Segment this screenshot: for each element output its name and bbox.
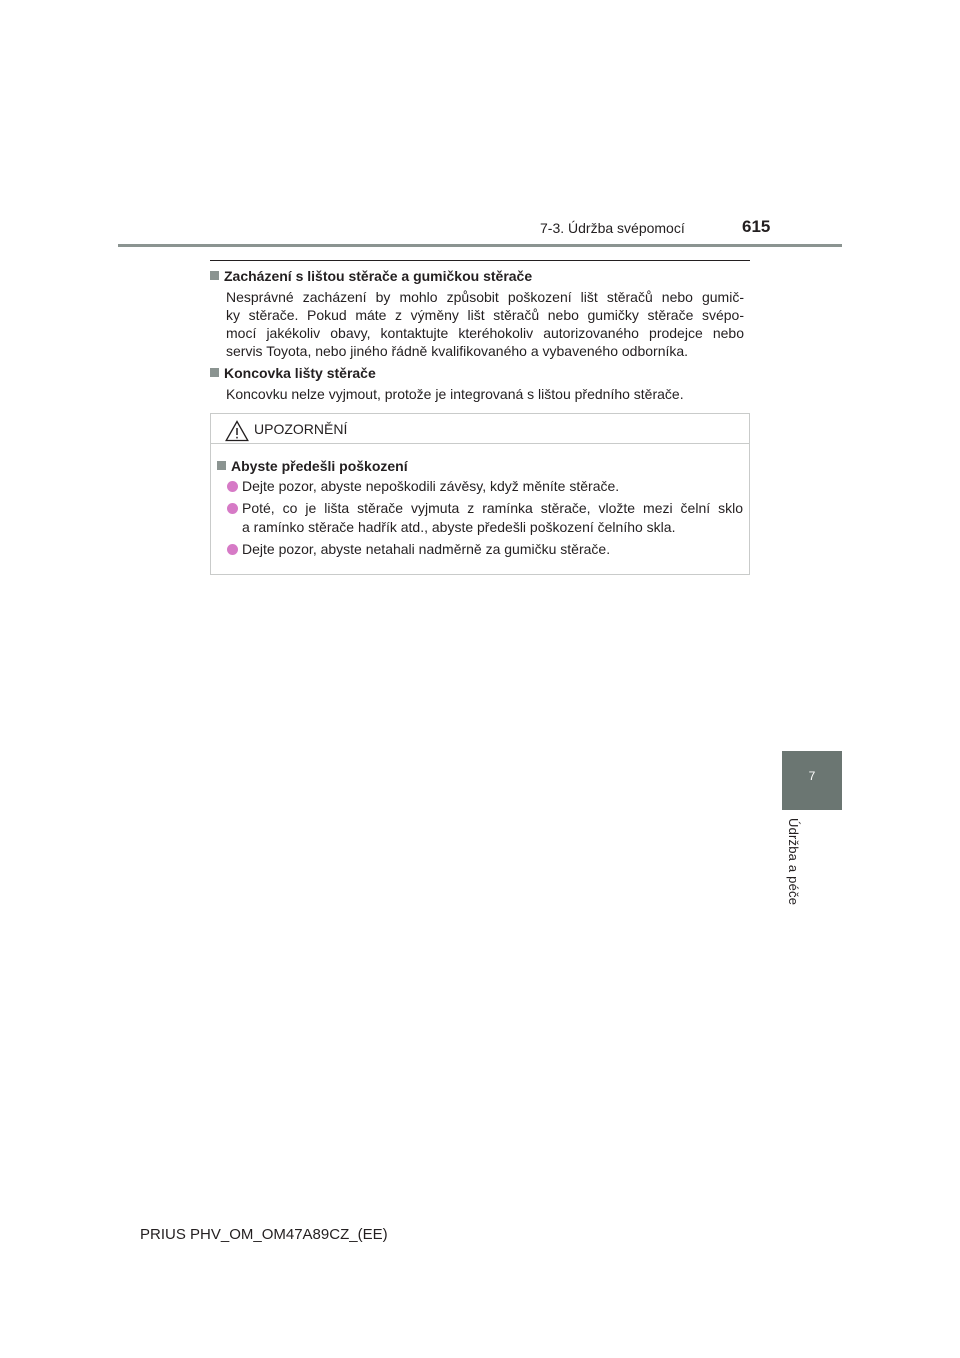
square-bullet-icon xyxy=(210,368,219,377)
section-paragraph xyxy=(226,288,744,360)
chapter-number: 7 xyxy=(808,769,816,783)
caution-divider xyxy=(211,443,749,444)
square-bullet-icon xyxy=(217,461,226,470)
caution-bullet xyxy=(227,540,743,559)
bullet-line: Poté, co je lišta stěrače vyjmuta z ramínka stěrače, vložte mezi čelní sklo xyxy=(242,500,743,516)
section-heading xyxy=(210,267,532,285)
section-heading xyxy=(210,364,376,382)
header-divider xyxy=(118,244,842,247)
section-paragraph xyxy=(226,385,744,403)
content-divider xyxy=(210,260,750,261)
caution-bullet xyxy=(227,499,743,537)
circle-bullet-icon xyxy=(227,503,238,514)
bullet-line: Dejte pozor, abyste nepoškodili závěsy, když měníte stěrače. xyxy=(242,478,620,494)
section-heading-text: Zacházení s lištou stěrače a gumičkou stěrače xyxy=(224,268,533,284)
caution-bullet xyxy=(227,477,743,496)
bullet-line: Dejte pozor, abyste netahali nadměrně za gumičku stěrače. xyxy=(242,541,611,557)
paragraph-line: ky stěrače. Pokud máte z výměny lišt stěračů nebo gumičky stěrače svépo- xyxy=(226,307,744,323)
caution-title: UPOZORNĚNÍ xyxy=(254,421,348,437)
page-number: 615 xyxy=(742,217,771,236)
circle-bullet-icon xyxy=(227,481,238,492)
caution-box xyxy=(210,413,750,575)
paragraph-line: mocí jakékoliv obavy, kontaktujte kteréhokoliv autorizovaného prodejce nebo xyxy=(226,325,744,341)
document-code: PRIUS PHV_OM_OM47A89CZ_(EE) xyxy=(140,1226,388,1243)
section-heading-text: Koncovka lišty stěrače xyxy=(224,365,376,381)
bullet-line: a ramínko stěrače hadřík atd., abyste předešli poškození čelního skla. xyxy=(242,519,676,535)
circle-bullet-icon xyxy=(227,544,238,555)
paragraph-line: Koncovku nelze vyjmout, protože je integrovaná s lištou předního stěrače. xyxy=(226,386,684,402)
paragraph-line: servis Toyota, nebo jiného řádně kvalifikovaného a vybaveného odborníka. xyxy=(226,343,689,359)
warning-triangle-icon xyxy=(225,420,249,442)
square-bullet-icon xyxy=(210,271,219,280)
chapter-tab xyxy=(782,751,842,810)
caution-heading xyxy=(217,457,408,475)
caution-heading-text: Abyste předešli poškození xyxy=(231,458,408,474)
paragraph-line: Nesprávné zacházení by mohlo způsobit poškození lišt stěračů nebo gumič- xyxy=(226,289,744,305)
section-title: 7-3. Údržba svépomocí xyxy=(540,220,685,236)
chapter-title: Údržba a péče xyxy=(786,818,801,906)
